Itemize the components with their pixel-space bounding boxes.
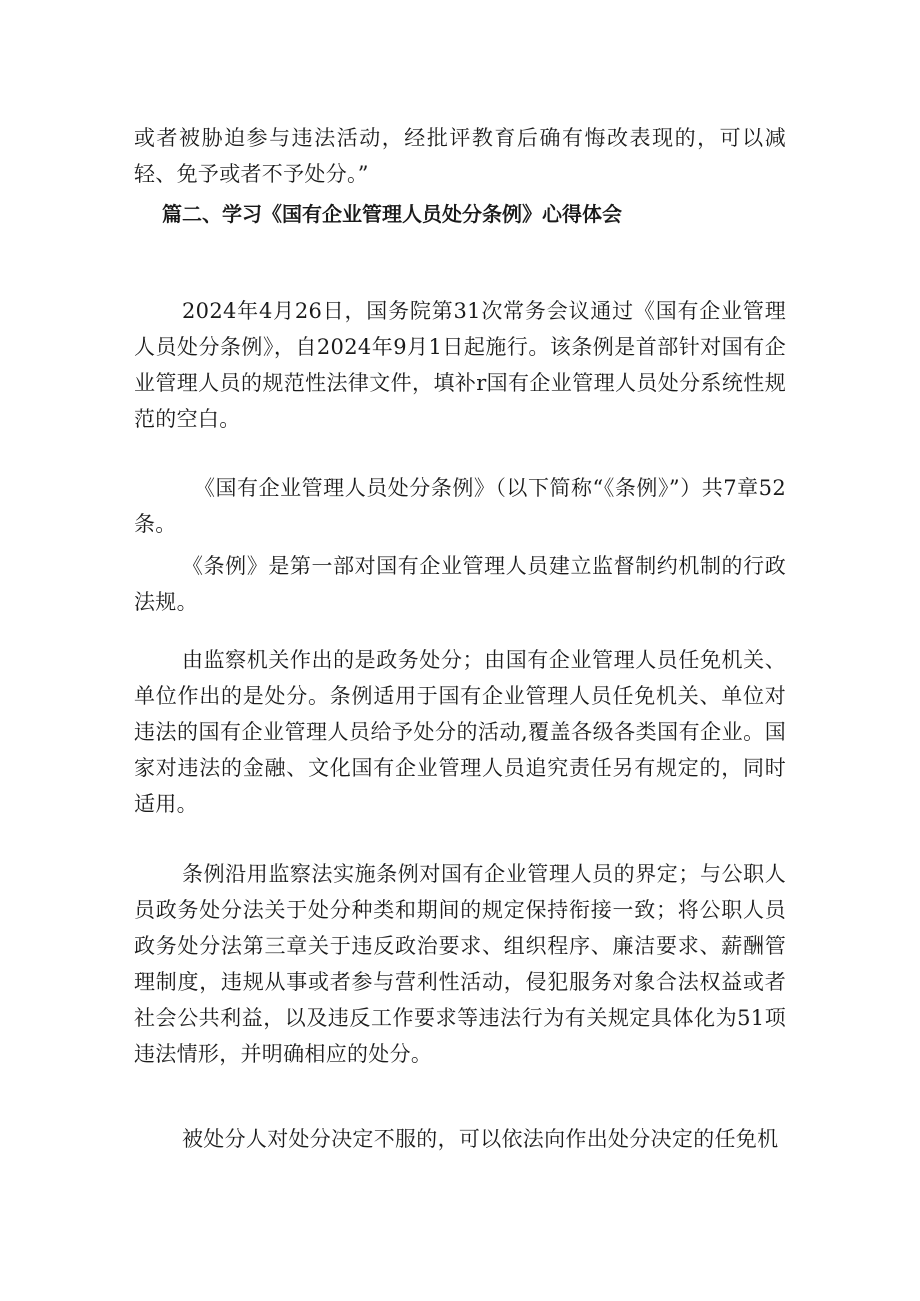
body-paragraph-4: 由监察机关作出的是政务处分；由国有企业管理人员任免机关、单位作出的是处分。条例适用于国有企业管理人员任免机关、单位对违法的国有企业管理人员给予处分的活动,覆盖各级各类国有企业。国家对违法的金融、文化国有企业管理人员追究责任另有规定的，同时适用。 [134,648,786,816]
body-paragraph-3: 《条例》是第一部对国有企业管理人员建立监督制约机制的行政法规。 [134,554,786,614]
body-paragraph-6: 被处分人对处分决定不服的，可以依法向作出处分决定的任免机 [182,1127,779,1151]
body-paragraph-5: 条例沿用监察法实施条例对国有企业管理人员的界定；与公职人员政务处分法关于处分种类和期间的规定保持衔接一致；将公职人员政务处分法第三章关于违反政治要求、组织程序、廉洁要求、薪酬管理制度，违规从事或者参与营利性活动，侵犯服务对象合法权益或者社会公共利益，以及违反工作要求等违法行为有关规定具体化为51项违法情形，并明确相应的处分。 [134,862,786,1066]
body-paragraph-1: 2024年4月26日，国务院第31次常务会议通过《国有企业管理人员处分条例》，自2024年9月1日起施行。该条例是首部针对国有企业管理人员的规范性法律文件，填补r国有企业管理人员处分系统性规范的空白。 [134,299,786,431]
body-paragraph-2: 《国有企业管理人员处分条例》（以下简称“《条例》”）共7章52条。 [134,476,786,536]
section-heading: 篇二、学习《国有企业管理人员处分条例》心得体会 [162,202,622,226]
continuation-paragraph: 或者被胁迫参与违法活动，经批评教育后确有悔改表现的，可以减轻、免予或者不予处分。” [134,126,786,186]
